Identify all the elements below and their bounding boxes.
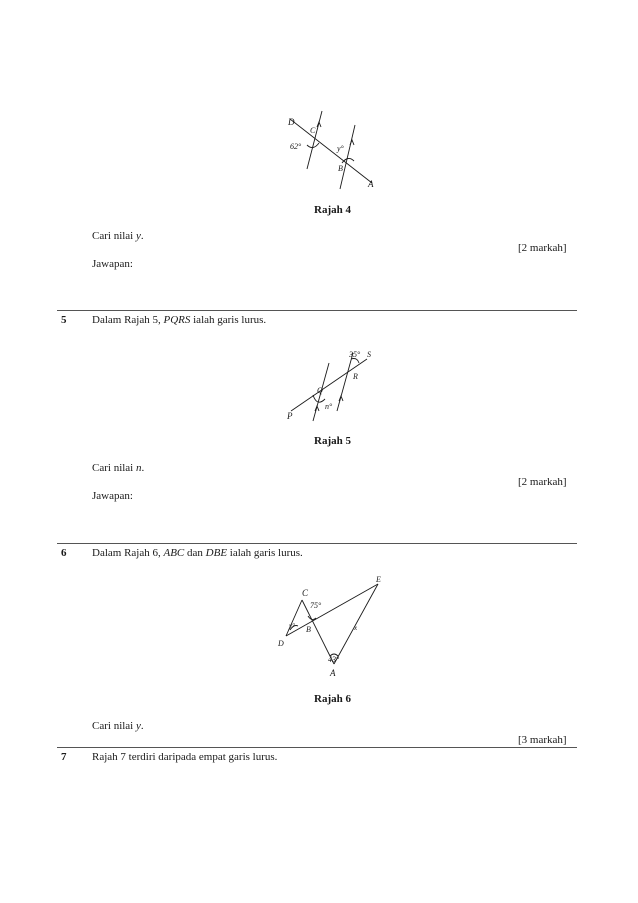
- label-A: A: [368, 179, 374, 189]
- parallel-line-2: [337, 353, 353, 411]
- q4-prompt: Cari nilai y.: [92, 230, 144, 242]
- label-angle-n: n°: [325, 402, 333, 411]
- label-B: B: [306, 625, 311, 634]
- parallel-line-2: [340, 125, 355, 189]
- caption-rajah-4: Rajah 4: [314, 204, 351, 216]
- label-S: S: [367, 350, 371, 359]
- divider-q7: [57, 747, 577, 748]
- label-E: E: [376, 575, 381, 584]
- label-A: A: [330, 668, 336, 678]
- q6-number: 6: [61, 547, 67, 559]
- transversal-line: [290, 119, 372, 183]
- q4-answer-label: Jawapan:: [92, 258, 133, 270]
- label-D: D: [288, 117, 295, 127]
- line-CD: [286, 600, 302, 636]
- figure-rajah-4: [280, 105, 400, 195]
- caption-rajah-6: Rajah 6: [314, 693, 351, 705]
- angle-arc-35: [351, 359, 359, 364]
- label-P: P: [287, 411, 293, 421]
- parallel-line-1: [307, 111, 322, 169]
- label-R: R: [353, 372, 358, 381]
- label-angle-75: 75°: [310, 601, 322, 610]
- label-angle-y: y°: [337, 144, 344, 153]
- angle-arc-B: [308, 616, 316, 620]
- label-angle-62: 62°: [290, 142, 302, 151]
- label-x: x: [354, 624, 358, 632]
- q7-number: 7: [61, 751, 67, 763]
- q6-marks: [3 markah]: [518, 734, 567, 746]
- q5-answer-label: Jawapan:: [92, 490, 133, 502]
- label-C: C: [310, 126, 316, 135]
- divider-q6: [57, 543, 577, 544]
- q6-prompt: Cari nilai y.: [92, 720, 144, 732]
- q7-stem: Rajah 7 terdiri daripada empat garis lurus.: [92, 751, 278, 763]
- figure-rajah-5: [285, 345, 385, 425]
- q5-stem: Dalam Rajah 5, PQRS ialah garis lurus.: [92, 314, 267, 326]
- label-angle-43: 43°: [328, 655, 340, 664]
- label-angle-35: 35°: [349, 350, 361, 359]
- q5-prompt: Cari nilai n.: [92, 462, 145, 474]
- label-Q: Q: [317, 386, 323, 395]
- label-B: B: [338, 164, 343, 173]
- q6-stem: Dalam Rajah 6, ABC dan DBE ialah garis lurus.: [92, 547, 303, 559]
- label-C: C: [302, 588, 309, 598]
- q5-number: 5: [61, 314, 67, 326]
- arrow-mark-2: [350, 140, 354, 145]
- caption-rajah-5: Rajah 5: [314, 435, 351, 447]
- arrow-mark-1: [317, 122, 321, 127]
- label-angle-y: y°: [289, 622, 295, 630]
- angle-arc-y: [342, 158, 354, 163]
- arrow-mark-2: [339, 396, 343, 401]
- q5-marks: [2 markah]: [518, 476, 567, 488]
- divider-q5: [57, 310, 577, 311]
- label-D: D: [278, 639, 284, 648]
- arrow-mark-1: [315, 406, 319, 411]
- figure-rajah-6: [276, 572, 391, 680]
- q4-marks: [2 markah]: [518, 242, 567, 254]
